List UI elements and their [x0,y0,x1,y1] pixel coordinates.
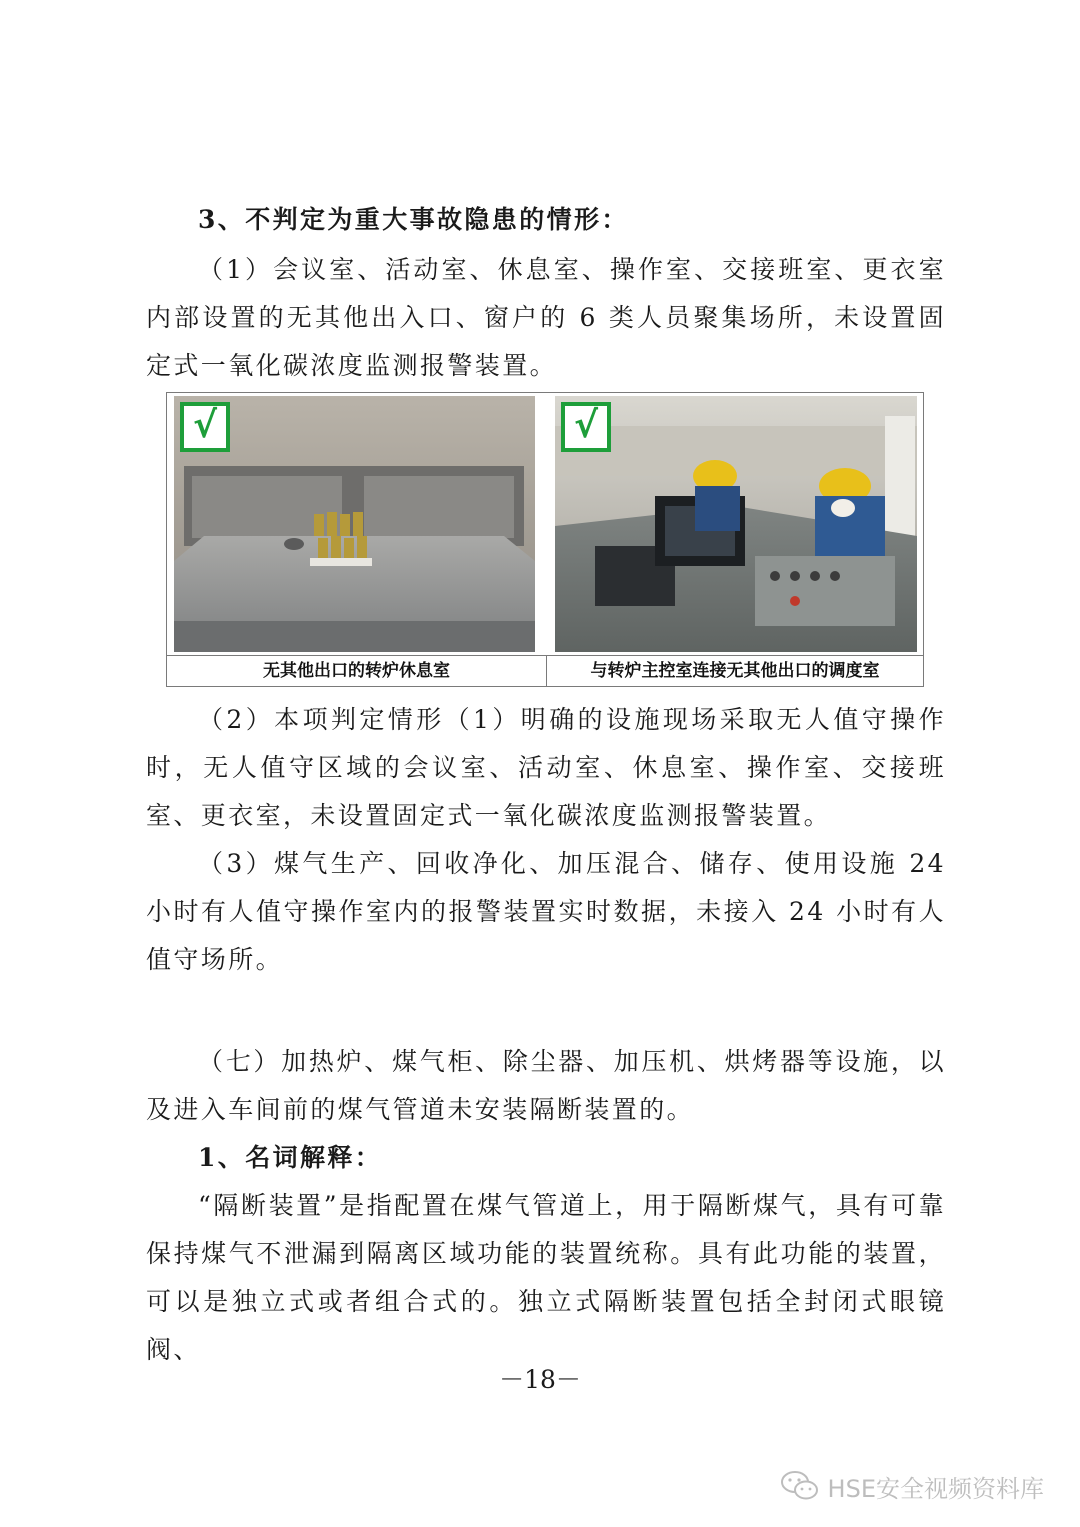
check-mark-icon: √ [561,402,611,452]
term-heading: 1、名词解释： [198,1143,383,1172]
figure-panel [166,392,924,687]
section3-heading: 3、不判定为重大事故隐患的情形： [198,205,629,234]
control-room-photo [555,396,917,652]
wechat-icon [780,1469,820,1503]
section3-item1: （1）会议室、活动室、休息室、操作室、交接班室、更衣室内部设置的无其他出入口、窗户的 6 类人员聚集场所，未设置固定式一氧化碳浓度监测报警装置。 [146,255,946,380]
page-number: －18－ [499,1365,581,1394]
term-text: “隔断装置”是指配置在煤气管道上，用于隔断煤气，具有可靠保持煤气不泄漏到隔离区域功能的装置统称。具有此功能的装置，可以是独立式或者组合式的。独立式隔断装置包括全封闭式眼镜阀、 [146,1191,946,1364]
section7-title: （七）加热炉、煤气柜、除尘器、加压机、烘烤器等设施，以及进入车间前的煤气管道未安装隔断装置的。 [146,1047,946,1124]
rest-room-photo [174,396,535,652]
left-caption: 无其他出口的转炉休息室 [167,656,547,686]
watermark [780,1466,1044,1506]
caption-row [167,655,923,686]
section3-item2: （2）本项判定情形（1）明确的设施现场采取无人值守操作时，无人值守区域的会议室、活动室、休息室、操作室、交接班室、更衣室，未设置固定式一氧化碳浓度监测报警装置。 [146,705,946,830]
watermark-text: HSE安全视频资料库 [827,1474,1044,1503]
right-caption: 与转炉主控室连接无其他出口的调度室 [590,661,880,681]
section3-item3: （3）煤气生产、回收净化、加压混合、储存、使用设施 24 小时有人值守操作室内的报警装置实时数据，未接入 24 小时有人值守场所。 [146,849,946,974]
check-mark-icon: √ [180,402,230,452]
